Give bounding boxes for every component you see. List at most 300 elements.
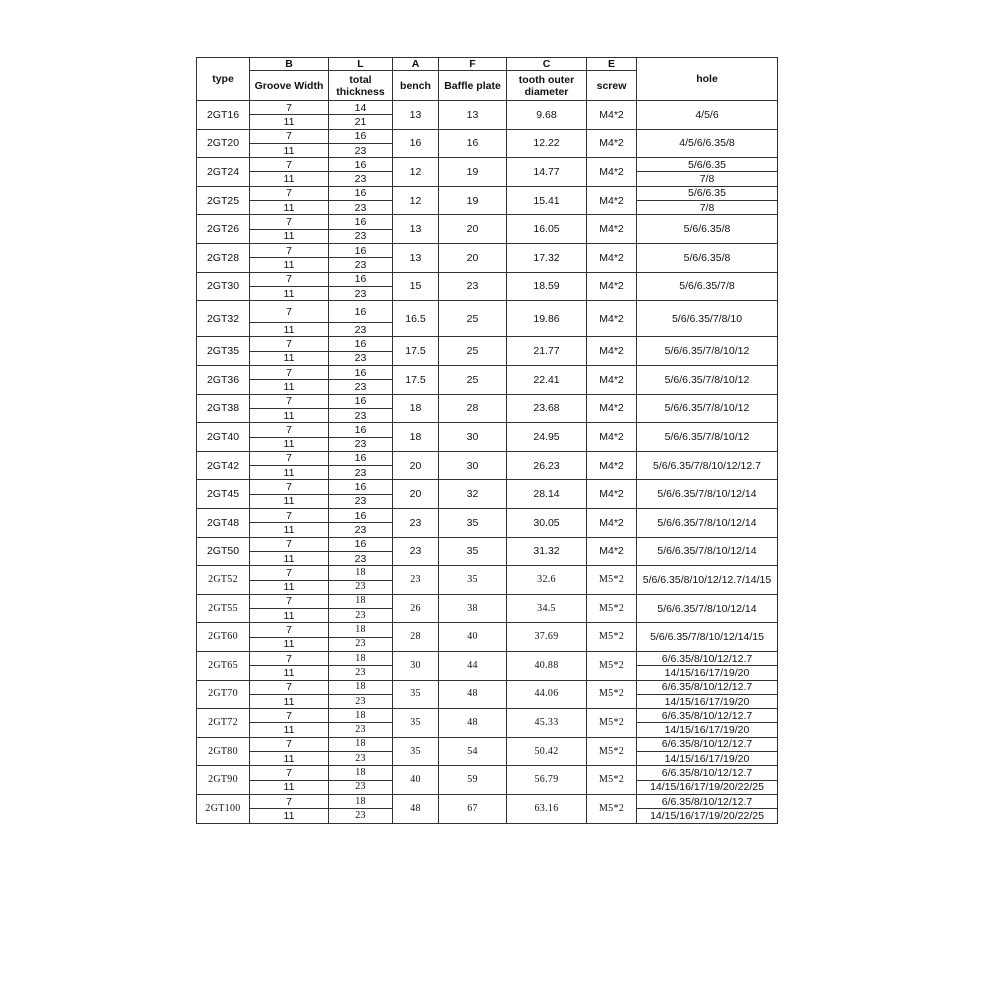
cell-groove-width: 7 <box>250 480 329 494</box>
cell-hole: 14/15/16/17/19/20/22/25 <box>637 809 778 823</box>
cell-total-thickness: 23 <box>329 694 393 708</box>
cell-total-thickness: 16 <box>329 337 393 351</box>
cell-hole: 5/6/6.35/7/8/10/12 <box>637 366 778 395</box>
table-row <box>197 680 778 694</box>
cell-hole: 6/6.35/8/10/12/12.7 <box>637 737 778 751</box>
cell-bench: 30 <box>393 651 439 680</box>
cell-screw: M4*2 <box>587 186 637 215</box>
cell-type: 2GT25 <box>197 186 250 215</box>
cell-type: 2GT42 <box>197 451 250 480</box>
cell-bench: 13 <box>393 215 439 244</box>
cell-groove-width: 7 <box>250 243 329 257</box>
cell-type: 2GT80 <box>197 737 250 766</box>
cell-screw: M4*2 <box>587 366 637 395</box>
cell-groove-width: 11 <box>250 258 329 272</box>
cell-type: 2GT70 <box>197 680 250 709</box>
cell-baffle-plate: 30 <box>439 423 507 452</box>
cell-baffle-plate: 19 <box>439 158 507 187</box>
cell-bench: 35 <box>393 709 439 738</box>
cell-bench: 48 <box>393 794 439 823</box>
cell-total-thickness: 23 <box>329 551 393 565</box>
cell-total-thickness: 16 <box>329 480 393 494</box>
header-total-thickness: total thickness <box>329 71 393 101</box>
cell-type: 2GT38 <box>197 394 250 423</box>
cell-type: 2GT48 <box>197 509 250 538</box>
cell-bench: 18 <box>393 423 439 452</box>
cell-baffle-plate: 25 <box>439 366 507 395</box>
cell-total-thickness: 23 <box>329 580 393 594</box>
cell-total-thickness: 23 <box>329 437 393 451</box>
cell-groove-width: 7 <box>250 394 329 408</box>
cell-type: 2GT36 <box>197 366 250 395</box>
table-row <box>197 651 778 665</box>
table-row <box>197 215 778 229</box>
cell-bench: 15 <box>393 272 439 301</box>
cell-baffle-plate: 38 <box>439 594 507 623</box>
cell-type: 2GT60 <box>197 623 250 652</box>
cell-groove-width: 11 <box>250 323 329 337</box>
cell-type: 2GT28 <box>197 243 250 272</box>
cell-groove-width: 7 <box>250 129 329 143</box>
cell-bench: 26 <box>393 594 439 623</box>
cell-tooth-outer-diameter: 44.06 <box>507 680 587 709</box>
cell-screw: M4*2 <box>587 272 637 301</box>
cell-tooth-outer-diameter: 26.23 <box>507 451 587 480</box>
cell-tooth-outer-diameter: 34.5 <box>507 594 587 623</box>
cell-tooth-outer-diameter: 19.86 <box>507 301 587 337</box>
cell-groove-width: 11 <box>250 580 329 594</box>
cell-total-thickness: 16 <box>329 158 393 172</box>
cell-hole: 5/6/6.35/7/8 <box>637 272 778 301</box>
cell-hole: 7/8 <box>637 201 778 215</box>
header-letter-a: A <box>393 58 439 71</box>
cell-total-thickness: 23 <box>329 723 393 737</box>
cell-hole: 5/6/6.35/7/8/10/12/14 <box>637 509 778 538</box>
cell-groove-width: 11 <box>250 809 329 823</box>
cell-screw: M4*2 <box>587 509 637 538</box>
table-row <box>197 243 778 257</box>
cell-baffle-plate: 54 <box>439 737 507 766</box>
cell-hole: 14/15/16/17/19/20 <box>637 752 778 766</box>
cell-total-thickness: 18 <box>329 766 393 780</box>
cell-groove-width: 11 <box>250 437 329 451</box>
cell-total-thickness: 16 <box>329 243 393 257</box>
cell-groove-width: 11 <box>250 723 329 737</box>
cell-tooth-outer-diameter: 32.6 <box>507 566 587 595</box>
cell-groove-width: 11 <box>250 201 329 215</box>
cell-bench: 40 <box>393 766 439 795</box>
cell-screw: M4*2 <box>587 158 637 187</box>
cell-screw: M4*2 <box>587 129 637 158</box>
cell-screw: M4*2 <box>587 337 637 366</box>
cell-tooth-outer-diameter: 50.42 <box>507 737 587 766</box>
cell-screw: M4*2 <box>587 101 637 130</box>
cell-baffle-plate: 30 <box>439 451 507 480</box>
cell-hole: 5/6/6.35/7/8/10/12/14/15 <box>637 623 778 652</box>
cell-tooth-outer-diameter: 12.22 <box>507 129 587 158</box>
header-groove-width: Groove Width <box>250 71 329 101</box>
cell-hole: 14/15/16/17/19/20 <box>637 666 778 680</box>
cell-total-thickness: 23 <box>329 229 393 243</box>
cell-total-thickness: 23 <box>329 609 393 623</box>
cell-total-thickness: 23 <box>329 380 393 394</box>
cell-groove-width: 11 <box>250 609 329 623</box>
table-row <box>197 158 778 172</box>
table-row <box>197 101 778 115</box>
table-row <box>197 272 778 286</box>
cell-total-thickness: 18 <box>329 709 393 723</box>
cell-baffle-plate: 35 <box>439 566 507 595</box>
cell-baffle-plate: 35 <box>439 537 507 566</box>
cell-hole: 14/15/16/17/19/20 <box>637 694 778 708</box>
header-bench: bench <box>393 71 439 101</box>
cell-groove-width: 7 <box>250 737 329 751</box>
cell-screw: M5*2 <box>587 623 637 652</box>
cell-baffle-plate: 35 <box>439 509 507 538</box>
cell-groove-width: 7 <box>250 215 329 229</box>
cell-hole: 5/6/6.35/7/8/10/12/14 <box>637 594 778 623</box>
cell-groove-width: 7 <box>250 272 329 286</box>
cell-hole: 14/15/16/17/19/20/22/25 <box>637 780 778 794</box>
cell-tooth-outer-diameter: 21.77 <box>507 337 587 366</box>
table-row <box>197 737 778 751</box>
cell-groove-width: 11 <box>250 551 329 565</box>
cell-total-thickness: 16 <box>329 423 393 437</box>
cell-groove-width: 7 <box>250 158 329 172</box>
header-tooth-outer-diameter: tooth outer diameter <box>507 71 587 101</box>
table-row <box>197 337 778 351</box>
cell-groove-width: 7 <box>250 186 329 200</box>
table-row <box>197 394 778 408</box>
cell-total-thickness: 23 <box>329 523 393 537</box>
table-body <box>197 101 778 824</box>
cell-baffle-plate: 44 <box>439 651 507 680</box>
cell-type: 2GT50 <box>197 537 250 566</box>
cell-groove-width: 11 <box>250 752 329 766</box>
cell-screw: M5*2 <box>587 594 637 623</box>
cell-total-thickness: 16 <box>329 451 393 465</box>
cell-screw: M4*2 <box>587 394 637 423</box>
cell-type: 2GT32 <box>197 301 250 337</box>
cell-tooth-outer-diameter: 9.68 <box>507 101 587 130</box>
cell-type: 2GT40 <box>197 423 250 452</box>
cell-total-thickness: 16 <box>329 186 393 200</box>
cell-tooth-outer-diameter: 15.41 <box>507 186 587 215</box>
cell-type: 2GT90 <box>197 766 250 795</box>
cell-groove-width: 11 <box>250 494 329 508</box>
cell-baffle-plate: 59 <box>439 766 507 795</box>
cell-total-thickness: 21 <box>329 115 393 129</box>
cell-hole: 5/6/6.35/7/8/10/12 <box>637 423 778 452</box>
cell-tooth-outer-diameter: 22.41 <box>507 366 587 395</box>
table-header <box>197 58 778 101</box>
cell-bench: 20 <box>393 480 439 509</box>
table-row <box>197 794 778 808</box>
cell-groove-width: 7 <box>250 366 329 380</box>
cell-screw: M4*2 <box>587 243 637 272</box>
cell-groove-width: 7 <box>250 301 329 323</box>
cell-total-thickness: 18 <box>329 651 393 665</box>
cell-groove-width: 7 <box>250 794 329 808</box>
cell-hole: 6/6.35/8/10/12/12.7 <box>637 766 778 780</box>
cell-hole: 6/6.35/8/10/12/12.7 <box>637 651 778 665</box>
cell-hole: 4/5/6 <box>637 101 778 130</box>
cell-screw: M4*2 <box>587 451 637 480</box>
cell-tooth-outer-diameter: 37.69 <box>507 623 587 652</box>
cell-hole: 4/5/6/6.35/8 <box>637 129 778 158</box>
cell-tooth-outer-diameter: 24.95 <box>507 423 587 452</box>
cell-total-thickness: 16 <box>329 129 393 143</box>
cell-total-thickness: 18 <box>329 594 393 608</box>
cell-groove-width: 7 <box>250 651 329 665</box>
cell-total-thickness: 23 <box>329 323 393 337</box>
cell-total-thickness: 23 <box>329 752 393 766</box>
cell-bench: 23 <box>393 537 439 566</box>
cell-total-thickness: 16 <box>329 509 393 523</box>
header-letter-f: F <box>439 58 507 71</box>
table-row <box>197 566 778 580</box>
header-letter-b: B <box>250 58 329 71</box>
cell-baffle-plate: 20 <box>439 215 507 244</box>
cell-hole: 5/6/6.35 <box>637 186 778 200</box>
cell-screw: M5*2 <box>587 651 637 680</box>
cell-type: 2GT35 <box>197 337 250 366</box>
cell-total-thickness: 23 <box>329 286 393 300</box>
cell-bench: 35 <box>393 737 439 766</box>
cell-tooth-outer-diameter: 40.88 <box>507 651 587 680</box>
cell-hole: 5/6/6.35/8 <box>637 243 778 272</box>
cell-type: 2GT30 <box>197 272 250 301</box>
cell-screw: M5*2 <box>587 566 637 595</box>
cell-groove-width: 11 <box>250 666 329 680</box>
cell-bench: 13 <box>393 101 439 130</box>
cell-baffle-plate: 25 <box>439 301 507 337</box>
cell-tooth-outer-diameter: 17.32 <box>507 243 587 272</box>
cell-bench: 28 <box>393 623 439 652</box>
cell-groove-width: 7 <box>250 566 329 580</box>
cell-bench: 35 <box>393 680 439 709</box>
cell-groove-width: 7 <box>250 594 329 608</box>
header-letter-e: E <box>587 58 637 71</box>
cell-type: 2GT52 <box>197 566 250 595</box>
cell-screw: M5*2 <box>587 709 637 738</box>
cell-type: 2GT24 <box>197 158 250 187</box>
cell-baffle-plate: 67 <box>439 794 507 823</box>
cell-tooth-outer-diameter: 45.33 <box>507 709 587 738</box>
table-row <box>197 366 778 380</box>
cell-type: 2GT16 <box>197 101 250 130</box>
cell-groove-width: 7 <box>250 337 329 351</box>
cell-groove-width: 11 <box>250 523 329 537</box>
cell-baffle-plate: 20 <box>439 243 507 272</box>
cell-total-thickness: 16 <box>329 301 393 323</box>
cell-groove-width: 11 <box>250 351 329 365</box>
cell-bench: 23 <box>393 566 439 595</box>
cell-hole: 14/15/16/17/19/20 <box>637 723 778 737</box>
cell-tooth-outer-diameter: 30.05 <box>507 509 587 538</box>
cell-total-thickness: 18 <box>329 623 393 637</box>
cell-tooth-outer-diameter: 56.79 <box>507 766 587 795</box>
cell-groove-width: 11 <box>250 466 329 480</box>
cell-total-thickness: 18 <box>329 737 393 751</box>
cell-groove-width: 7 <box>250 451 329 465</box>
cell-screw: M4*2 <box>587 215 637 244</box>
cell-type: 2GT26 <box>197 215 250 244</box>
header-baffle-plate: Baffle plate <box>439 71 507 101</box>
header-screw: screw <box>587 71 637 101</box>
cell-baffle-plate: 25 <box>439 337 507 366</box>
cell-hole: 5/6/6.35/7/8/10/12/14 <box>637 480 778 509</box>
cell-baffle-plate: 13 <box>439 101 507 130</box>
cell-hole: 6/6.35/8/10/12/12.7 <box>637 709 778 723</box>
table-row <box>197 129 778 143</box>
cell-baffle-plate: 23 <box>439 272 507 301</box>
cell-total-thickness: 16 <box>329 215 393 229</box>
cell-groove-width: 7 <box>250 537 329 551</box>
cell-hole: 5/6/6.35/7/8/10/12 <box>637 394 778 423</box>
table-row <box>197 594 778 608</box>
cell-bench: 12 <box>393 158 439 187</box>
table-row <box>197 766 778 780</box>
cell-baffle-plate: 48 <box>439 709 507 738</box>
cell-hole: 5/6/6.35/7/8/10 <box>637 301 778 337</box>
cell-total-thickness: 23 <box>329 351 393 365</box>
cell-hole: 5/6/6.35 <box>637 158 778 172</box>
cell-total-thickness: 23 <box>329 258 393 272</box>
cell-type: 2GT65 <box>197 651 250 680</box>
cell-baffle-plate: 19 <box>439 186 507 215</box>
cell-total-thickness: 16 <box>329 537 393 551</box>
cell-total-thickness: 23 <box>329 666 393 680</box>
cell-tooth-outer-diameter: 28.14 <box>507 480 587 509</box>
table-row <box>197 709 778 723</box>
cell-tooth-outer-diameter: 14.77 <box>507 158 587 187</box>
cell-total-thickness: 18 <box>329 566 393 580</box>
cell-bench: 13 <box>393 243 439 272</box>
cell-groove-width: 11 <box>250 229 329 243</box>
cell-total-thickness: 23 <box>329 494 393 508</box>
cell-hole: 5/6/6.35/7/8/10/12 <box>637 337 778 366</box>
cell-total-thickness: 23 <box>329 408 393 422</box>
table-row <box>197 509 778 523</box>
cell-type: 2GT45 <box>197 480 250 509</box>
cell-groove-width: 11 <box>250 286 329 300</box>
cell-total-thickness: 23 <box>329 637 393 651</box>
cell-groove-width: 11 <box>250 380 329 394</box>
cell-baffle-plate: 40 <box>439 623 507 652</box>
table-row <box>197 423 778 437</box>
cell-tooth-outer-diameter: 18.59 <box>507 272 587 301</box>
cell-bench: 23 <box>393 509 439 538</box>
table-row <box>197 451 778 465</box>
cell-bench: 17.5 <box>393 337 439 366</box>
cell-groove-width: 11 <box>250 780 329 794</box>
header-type: type <box>197 58 250 101</box>
cell-total-thickness: 23 <box>329 809 393 823</box>
cell-hole: 5/6/6.35/8 <box>637 215 778 244</box>
cell-groove-width: 11 <box>250 172 329 186</box>
cell-groove-width: 11 <box>250 115 329 129</box>
cell-total-thickness: 16 <box>329 272 393 286</box>
cell-type: 2GT20 <box>197 129 250 158</box>
cell-hole: 5/6/6.35/8/10/12/12.7/14/15 <box>637 566 778 595</box>
cell-hole: 5/6/6.35/7/8/10/12/12.7 <box>637 451 778 480</box>
cell-screw: M4*2 <box>587 480 637 509</box>
cell-total-thickness: 23 <box>329 466 393 480</box>
cell-screw: M4*2 <box>587 423 637 452</box>
cell-baffle-plate: 16 <box>439 129 507 158</box>
cell-groove-width: 7 <box>250 680 329 694</box>
cell-hole: 6/6.35/8/10/12/12.7 <box>637 680 778 694</box>
header-letter-c: C <box>507 58 587 71</box>
table-row <box>197 186 778 200</box>
cell-type: 2GT55 <box>197 594 250 623</box>
cell-total-thickness: 23 <box>329 172 393 186</box>
cell-tooth-outer-diameter: 63.16 <box>507 794 587 823</box>
cell-type: 2GT100 <box>197 794 250 823</box>
cell-groove-width: 7 <box>250 101 329 115</box>
cell-bench: 17.5 <box>393 366 439 395</box>
cell-tooth-outer-diameter: 23.68 <box>507 394 587 423</box>
cell-baffle-plate: 32 <box>439 480 507 509</box>
cell-groove-width: 11 <box>250 143 329 157</box>
cell-screw: M4*2 <box>587 301 637 337</box>
cell-bench: 20 <box>393 451 439 480</box>
cell-screw: M5*2 <box>587 766 637 795</box>
cell-bench: 16.5 <box>393 301 439 337</box>
cell-groove-width: 7 <box>250 766 329 780</box>
cell-hole: 6/6.35/8/10/12/12.7 <box>637 794 778 808</box>
cell-groove-width: 7 <box>250 509 329 523</box>
cell-screw: M5*2 <box>587 680 637 709</box>
cell-screw: M5*2 <box>587 737 637 766</box>
cell-baffle-plate: 28 <box>439 394 507 423</box>
cell-groove-width: 7 <box>250 709 329 723</box>
cell-total-thickness: 18 <box>329 794 393 808</box>
header-letter-l: L <box>329 58 393 71</box>
cell-groove-width: 11 <box>250 694 329 708</box>
table-row <box>197 301 778 323</box>
table-row <box>197 480 778 494</box>
cell-total-thickness: 16 <box>329 394 393 408</box>
cell-total-thickness: 23 <box>329 143 393 157</box>
cell-baffle-plate: 48 <box>439 680 507 709</box>
cell-hole: 5/6/6.35/7/8/10/12/14 <box>637 537 778 566</box>
cell-bench: 18 <box>393 394 439 423</box>
cell-total-thickness: 16 <box>329 366 393 380</box>
cell-total-thickness: 23 <box>329 201 393 215</box>
cell-total-thickness: 14 <box>329 101 393 115</box>
cell-screw: M5*2 <box>587 794 637 823</box>
cell-screw: M4*2 <box>587 537 637 566</box>
cell-total-thickness: 18 <box>329 680 393 694</box>
cell-bench: 16 <box>393 129 439 158</box>
table-row <box>197 537 778 551</box>
cell-total-thickness: 23 <box>329 780 393 794</box>
cell-groove-width: 11 <box>250 408 329 422</box>
cell-groove-width: 11 <box>250 637 329 651</box>
cell-tooth-outer-diameter: 31.32 <box>507 537 587 566</box>
table-row <box>197 623 778 637</box>
cell-groove-width: 7 <box>250 423 329 437</box>
cell-tooth-outer-diameter: 16.05 <box>507 215 587 244</box>
cell-hole: 7/8 <box>637 172 778 186</box>
cell-type: 2GT72 <box>197 709 250 738</box>
pulley-spec-table <box>196 57 778 824</box>
cell-bench: 12 <box>393 186 439 215</box>
cell-groove-width: 7 <box>250 623 329 637</box>
header-hole: hole <box>637 58 778 101</box>
